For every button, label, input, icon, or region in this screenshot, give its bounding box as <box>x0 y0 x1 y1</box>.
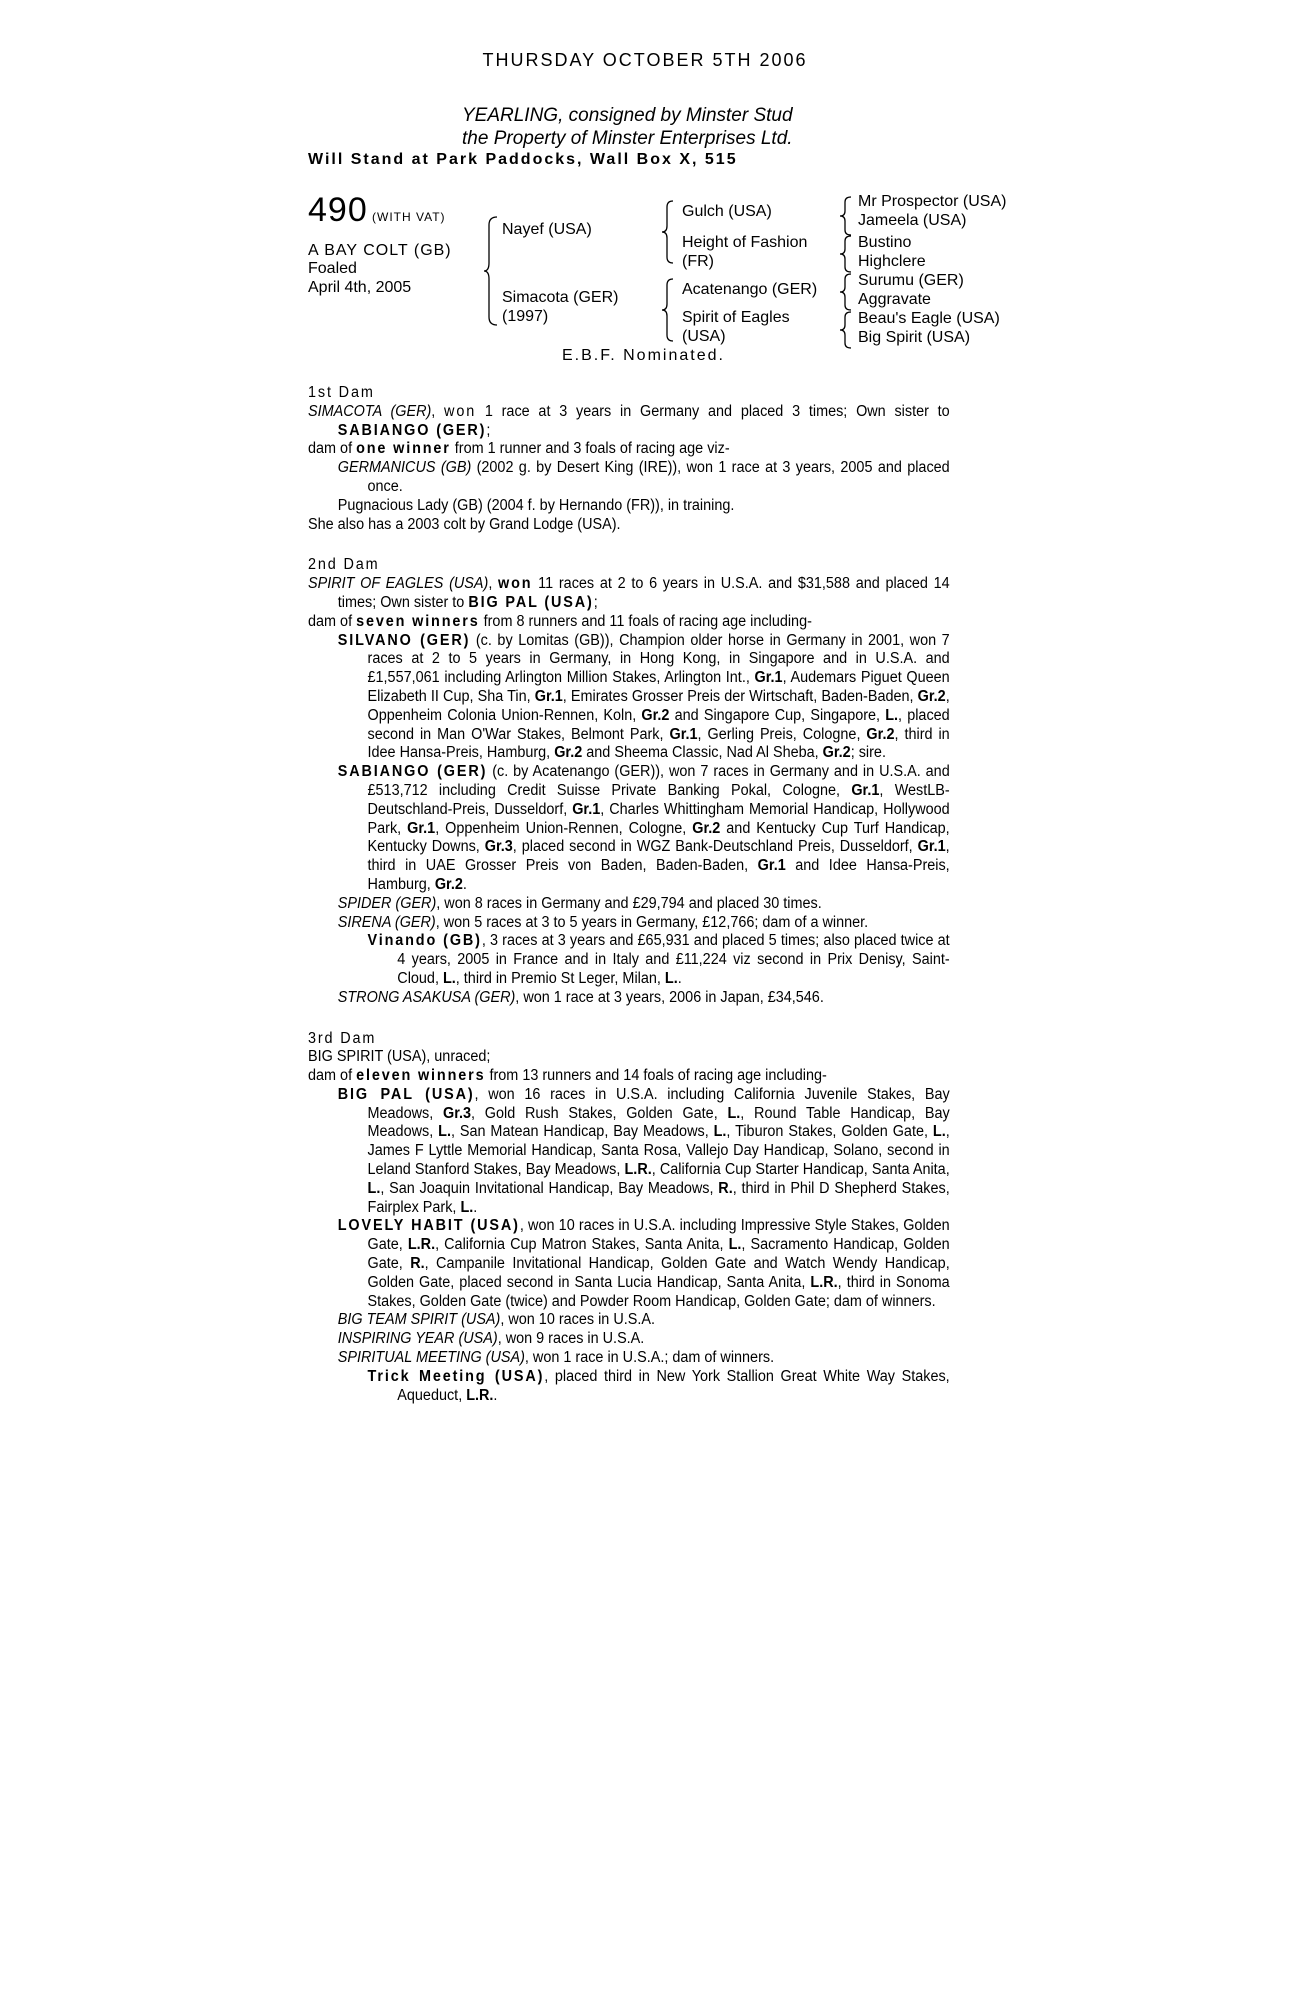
pedigree-dam-dam-1: Spirit of Eagles <box>682 309 790 326</box>
pedigree-dam-dam-2: (USA) <box>682 328 726 345</box>
won-word: won <box>444 402 477 420</box>
consigned-line-2: the Property of Minster Enterprises Ltd. <box>462 128 793 149</box>
pedigree-brace-dam <box>662 278 674 342</box>
pedigree-brace-sire <box>662 200 674 264</box>
sister-name: SABIANGO (GER) <box>337 421 487 439</box>
second-dam-section <box>308 556 950 1007</box>
pedigree-g-1: Mr Prospector (USA) <box>858 193 1007 210</box>
pedigree-brace-gulch <box>840 196 852 236</box>
pedigree-dam-1: Simacota (GER) <box>502 289 619 306</box>
will-stand-line: Will Stand at Park Paddocks, Wall Box X, 515 <box>308 151 738 168</box>
pedigree-g-6: Aggravate <box>858 291 931 308</box>
second-dam-entry: SPIRIT OF EAGLES (USA), won 11 races at 2 to 6 years in U.S.A. and $31,588 and placed 14 times; Own sister to BIG PAL (USA); <box>308 575 950 611</box>
pedigree-sire-dam-1: Height of Fashion <box>682 234 808 251</box>
pedigree-g-4: Highclere <box>858 253 926 270</box>
dam-name: SIMACOTA (GER) <box>308 402 432 420</box>
pedigree-dam-2: (1997) <box>502 308 549 325</box>
first-dam-section <box>308 384 950 534</box>
pedigree-g-2: Jameela (USA) <box>858 212 967 229</box>
sale-date: THURSDAY OCTOBER 5TH 2006 <box>482 50 808 70</box>
third-dam-section <box>308 1030 950 1406</box>
dam-of-line: dam of seven winners from 8 runners and 11 foals of racing age including- <box>308 612 812 630</box>
third-dam-entry: BIG SPIRIT (USA), unraced; <box>308 1048 491 1066</box>
foaled-label: Foaled <box>308 260 357 277</box>
pedigree-g-3: Bustino <box>858 234 912 251</box>
dam-of-line: dam of eleven winners from 13 runners and 14 foals of racing age including- <box>308 1067 827 1085</box>
second-dam-heading: 2nd Dam <box>308 556 380 574</box>
produce-strong-asakusa: STRONG ASAKUSA (GER), won 1 race at 3 years, 2006 in Japan, £34,546. <box>337 988 824 1006</box>
ebf-nominated: E.B.F. Nominated. <box>562 347 725 364</box>
produce-sirena: SIRENA (GER), won 5 races at 3 to 5 years in Germany, £12,766; dam of a winner. <box>337 913 869 931</box>
pedigree-sire-sire: Gulch (USA) <box>682 203 772 220</box>
horse-name: A BAY COLT (GB) <box>308 242 452 259</box>
consignment-block <box>462 104 793 150</box>
pedigree-g-8: Big Spirit (USA) <box>858 329 971 346</box>
produce-trick-meeting: Trick Meeting (USA), placed third in New York Stallion Great White Way Stakes, Aqueduct, L.R.. <box>367 1367 950 1404</box>
produce-inspiring-year: INSPIRING YEAR (USA), won 9 races in U.S.A. <box>337 1330 645 1348</box>
produce-note: She also has a 2003 colt by Grand Lodge (USA). <box>308 515 621 533</box>
pedigree-g-7: Beau's Eagle (USA) <box>858 310 1000 327</box>
third-dam-heading: 3rd Dam <box>308 1029 377 1047</box>
produce-spiritual-meeting: SPIRITUAL MEETING (USA), won 1 race in U.S.A.; dam of winners. <box>337 1349 775 1367</box>
produce-big-pal: BIG PAL (USA), won 16 races in U.S.A. including California Juvenile Stakes, Bay Meadows, Gr.3, Gold Rush Stakes, Golden Gate, L., Round Table Handicap, Bay Meadows, L., San Matean Handicap, Bay Meadows, L., Tiburon Stakes, Golden Gate, L., James F Lyttle Memorial Handicap, Santa Rosa, Vallejo Day Handicap, Solano, second in Leland Stanford Stakes, Bay Meadows, L.R., California Cup Starter Handicap, Santa Anita, L., San Joaquin Invitational Handicap, Bay Meadows, R., third in Phil D Shepherd Stakes, Fairplex Park, L.. <box>337 1085 950 1216</box>
produce-silvano: SILVANO (GER) (c. by Lomitas (GB)), Champion older horse in Germany in 2001, won 7 races at 2 to 5 years in Germany, in Hong Kong, in Singapore and in U.S.A. and £1,557,061 including Arlington Million Stakes, Arlington Int., Gr.1, Audemars Piguet Queen Elizabeth II Cup, Sha Tin, Gr.1, Emirates Grosser Preis der Wirtschaft, Baden-Baden, Gr.2, Oppenheim Colonia Union-Rennen, Koln, Gr.2 and Singapore Cup, Singapore, L., placed second in Man O'War Stakes, Belmont Park, Gr.1, Gerling Preis, Cologne, Gr.2, third in Idee Hansa-Preis, Hamburg, Gr.2 and Sheema Classic, Nad Al Sheba, Gr.2; sire. <box>337 631 950 762</box>
vat-note: (WITH VAT) <box>372 210 446 224</box>
lot-number: 490 <box>308 191 368 229</box>
pedigree-brace-1 <box>484 216 498 326</box>
first-dam-entry: SIMACOTA (GER), won 1 race at 3 years in Germany and placed 3 times; Own sister to SABIANGO (GER); <box>308 402 950 439</box>
consigned-line-1: YEARLING, consigned by Minster Stud <box>462 105 793 126</box>
foaled-date: April 4th, 2005 <box>308 279 412 296</box>
pedigree-brace-acatenango <box>840 273 852 311</box>
pedigree-brace-spirit-of-eagles <box>840 311 852 349</box>
produce-sabiango: SABIANGO (GER) (c. by Acatenango (GER)), won 7 races in Germany and in U.S.A. and £513,712 including Credit Suisse Private Banking Pokal, Cologne, Gr.1, WestLB-Deutschland-Preis, Dusseldorf, Gr.1, Charles Whittingham Memorial Handicap, Hollywood Park, Gr.1, Oppenheim Union-Rennen, Cologne, Gr.2 and Kentucky Cup Turf Handicap, Kentucky Downs, Gr.3, placed second in WGZ Bank-Deutschland Preis, Dusseldorf, Gr.1, third in UAE Grosser Preis von Baden, Baden-Baden, Gr.1 and Idee Hansa-Preis, Hamburg, Gr.2. <box>337 763 950 893</box>
first-dam-heading: 1st Dam <box>308 384 375 401</box>
pedigree-sire: Nayef (USA) <box>502 221 592 238</box>
produce-vinando: Vinando (GB), 3 races at 3 years and £65,931 and placed 5 times; also placed twice at 4 years, 2005 in France and in Italy and £11,224 viz second in Prix Denisy, Saint-Cloud, L., third in Premio St Leger, Milan, L.. <box>367 932 950 987</box>
pedigree-brace-height-of-fashion <box>840 235 852 273</box>
produce-spider: SPIDER (GER), won 8 races in Germany and £29,794 and placed 30 times. <box>337 894 822 912</box>
dam-of-line: dam of one winner from 1 runner and 3 foals of racing age viz- <box>308 440 730 458</box>
produce-pugnacious-lady: Pugnacious Lady (GB) (2004 f. by Hernando (FR)), in training. <box>337 496 735 514</box>
pedigree-g-5: Surumu (GER) <box>858 272 964 289</box>
produce-big-team-spirit: BIG TEAM SPIRIT (USA), won 10 races in U.S.A. <box>337 1311 655 1329</box>
pedigree-sire-dam-2: (FR) <box>682 253 714 270</box>
produce-lovely-habit: LOVELY HABIT (USA), won 10 races in U.S.A. including Impressive Style Stakes, Golden Gate, L.R., California Cup Matron Stakes, Santa Anita, L., Sacramento Handicap, Golden Gate, R., Campanile Invitational Handicap, Golden Gate and Watch Wendy Handicap, Golden Gate, placed second in Santa Lucia Handicap, Santa Anita, L.R., third in Sonoma Stakes, Golden Gate (twice) and Powder Room Handicap, Golden Gate; dam of winners. <box>337 1217 950 1310</box>
produce-record <box>308 384 950 1427</box>
pedigree-dam-sire: Acatenango (GER) <box>682 281 818 298</box>
produce-germanicus: GERMANICUS (GB) (2002 g. by Desert King (IRE)), won 1 race at 3 years, 2005 and placed once. <box>337 459 950 495</box>
